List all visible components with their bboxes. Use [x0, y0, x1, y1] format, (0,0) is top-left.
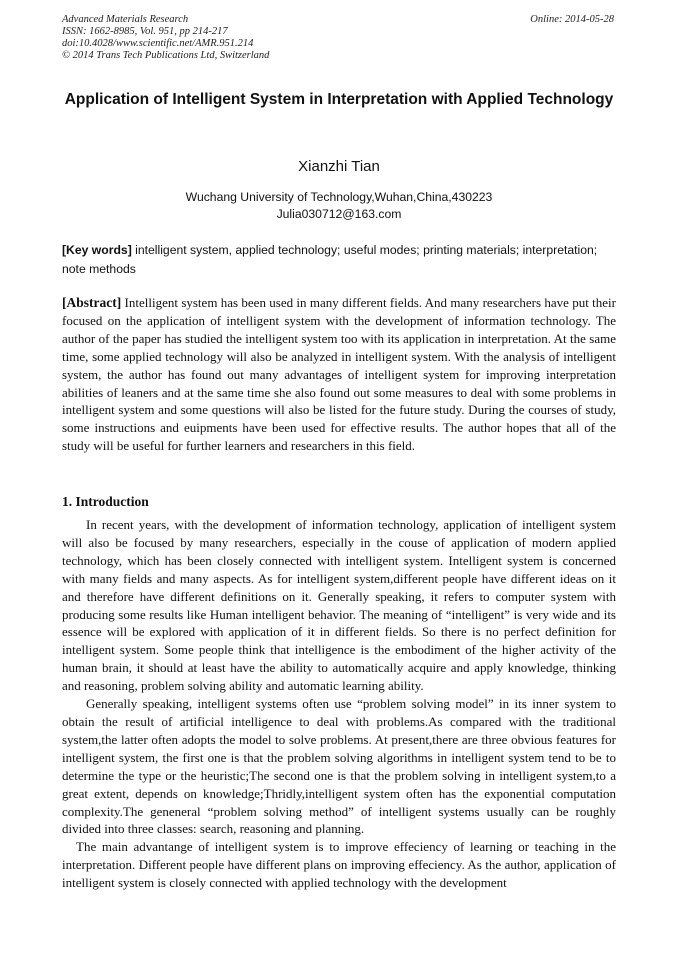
section-heading: 1. Introduction — [62, 494, 149, 509]
doi-line: doi:10.4028/www.scientific.net/AMR.951.214 — [62, 38, 254, 49]
keywords-text: intelligent system, applied technology; useful modes; printing materials; interpretation; note methods — [62, 243, 598, 276]
abstract-text: Intelligent system has been used in many different fields. And many researchers have put their focused on the application of intelligent system with the development of information technology. The author of the paper has studied the intelligent system too with its application in interpretation. At the same time, some applied technology will also be analyzed in intelligent system. With the analysis of intelligent system, the author has found out many advantages of intelligent system for improving interpretation abilities of leaners and at the same time she also found out some measures to deal with some problems in intelligent system and some questions will also be listed for the future study. During the courses of study, some instructions and euipments have been used for effective results. The author hopes that all of the study will be useful for further learners and researchers in this field. — [62, 295, 616, 454]
keywords-block — [62, 241, 616, 279]
abstract-block — [62, 294, 616, 455]
email-line: Julia030712@163.com — [276, 207, 402, 221]
paragraph: In recent years, with the development of information technology, application of intelligent system will also be focused by many researchers, especially in the couse of application of modern applied technology, which has been closely connected with intelligent system. Intelligent system is concerned with many fields and many aspects. As for intelligent system,different people have different ideas on it and therefore have different definitions on it. Generally speaking, it refers to computer system with producing some results like Human intelligent behavior. The meaning of “intelligent” is very wide and its essence will be explored with application of it in different fields. So there is no perfect definition for intelligent system. Some people think that intelligence is the embodiment of the higher activity of the human brain, it should at least have the ability to automatically acquire and apply knowledge, thinking and reasoning, problem solving ability and automatic learning ability. — [62, 517, 616, 694]
paragraph: The main advantange of intelligent system is to improve effeciency of learning or teaching in the interpretation. Different people have different plans on improving effeciency. As the author, application of intelligent system is closely connected with applied technology with the development — [62, 839, 616, 891]
body-text — [62, 516, 616, 892]
abstract-label: [Abstract] — [62, 295, 122, 310]
paragraph: Generally speaking, intelligent systems often use “problem solving model” in its inner system to obtain the result of artificial intelligence to deal with problems.As compared with the traditional system,the latter often adopts the model to solve problems. At present,there are three obvious features for intelligent system, the first one is that the problem solving algorithms in intelligent system tend to be to determine the type or the heuristic;The second one is that the problem solving in intelligent system,to a great extent, depends on knowledge;Thridly,intelligent system often has the exponential computation complexity.The geneneral “problem solving method” of intelligent systems usually can be roughly divided into three classes: search, reasoning and planning. — [62, 696, 616, 837]
copyright-line: © 2014 Trans Tech Publications Ltd, Switzerland — [62, 50, 270, 61]
issn-line: ISSN: 1662-8985, Vol. 951, pp 214-217 — [62, 26, 228, 37]
online-date: Online: 2014-05-28 — [530, 14, 614, 25]
author-name: Xianzhi Tian — [298, 158, 380, 175]
journal-name: Advanced Materials Research — [62, 14, 189, 25]
keywords-label: [Key words] — [62, 243, 132, 257]
journal-info — [62, 14, 269, 62]
author-affiliation — [62, 189, 616, 223]
paper-title: Application of Intelligent System in Interpretation with Applied Technology — [64, 91, 614, 108]
affiliation-line: Wuchang University of Technology,Wuhan,China,430223 — [185, 190, 493, 204]
